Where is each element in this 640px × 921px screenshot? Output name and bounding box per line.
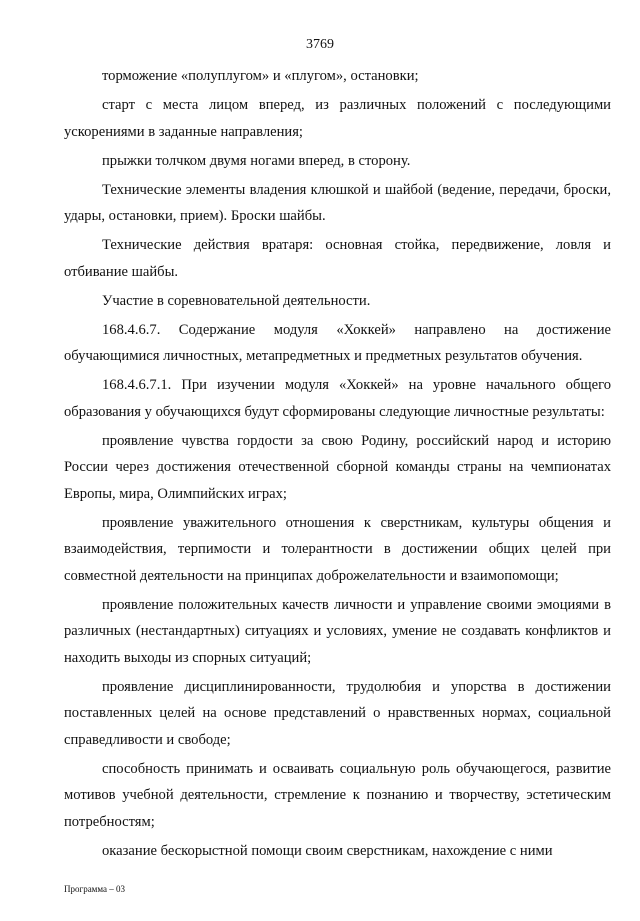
paragraph: Технические действия вратаря: основная стойка, передвижение, ловля и отбивание шайбы. bbox=[64, 237, 611, 280]
paragraph: проявление чувства гордости за свою Родину, российский народ и историю России через достижения отечественной сборной команды страны на чемпионатах Европы, мира, Олимпийских играх; bbox=[64, 432, 611, 502]
paragraph: способность принимать и осваивать социальную роль обучающегося, развитие мотивов учебной деятельности, стремление к познанию и творчеству, эстетическим потребностям; bbox=[64, 760, 611, 830]
paragraph: прыжки толчком двумя ногами вперед, в сторону. bbox=[102, 152, 411, 169]
paragraph: проявление дисциплинированности, трудолюбия и упорства в достижении поставленных целей на основе представлений о нравственных нормах, социальной справедливости и свободе; bbox=[64, 678, 611, 748]
paragraph: Участие в соревновательной деятельности. bbox=[102, 292, 371, 309]
document-body bbox=[64, 63, 611, 867]
paragraph: проявление положительных качеств личности и управление своими эмоциями в различных (нестандартных) ситуациях и условиях, умение не создавать конфликтов и находить выходы из спорных ситуаций; bbox=[64, 596, 611, 666]
paragraph: старт с места лицом вперед, из различных положений с последующими ускорениями в заданные направления; bbox=[64, 97, 611, 140]
paragraph: Технические элементы владения клюшкой и шайбой (ведение, передачи, броски, удары, остановки, прием). Броски шайбы. bbox=[64, 181, 611, 224]
footer-label: Программа – 03 bbox=[64, 884, 126, 894]
paragraph: проявление уважительного отношения к сверстникам, культуры общения и взаимодействия, терпимости и толерантности в достижении общих целей при совместной деятельности на принципах доброжелательности и взаимопомощи; bbox=[64, 514, 611, 584]
paragraph: торможение «полуплугом» и «плугом», остановки; bbox=[102, 68, 419, 84]
paragraph: оказание бескорыстной помощи своим сверстникам, нахождение с ними bbox=[102, 842, 553, 859]
paragraph: 168.4.6.7.1. При изучении модуля «Хоккей» на уровне начального общего образования у обучающихся будут сформированы следующие личностные результаты: bbox=[64, 377, 611, 420]
paragraph: 168.4.6.7. Содержание модуля «Хоккей» направлено на достижение обучающимися личностных, метапредметных и предметных результатов обучения. bbox=[64, 321, 611, 364]
page-number: 3769 bbox=[306, 37, 334, 52]
